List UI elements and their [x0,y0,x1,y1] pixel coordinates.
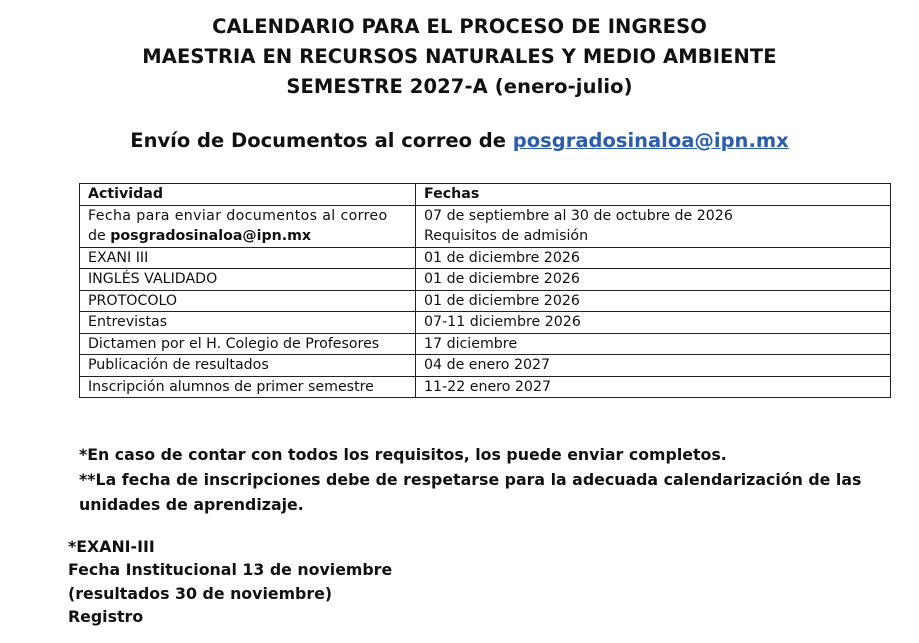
activity-cell: EXANI III [80,247,416,269]
table-row [80,269,891,291]
send-documents-line [0,127,919,155]
note-1: *En caso de contar con todos los requisitos, los puede enviar completos. [79,445,727,464]
activity-cell: INGLÉS VALIDADO [80,269,416,291]
activity-cell: Publicación de resultados [80,355,416,377]
table-row [80,355,891,377]
date-cell: 01 de diciembre 2026 [416,269,891,291]
activity-cell [80,205,416,247]
activity-cell: Inscripción alumnos de primer semestre [80,376,416,398]
table-header-row [80,184,891,206]
requirements-text: Requisitos de admisión [424,228,589,244]
date-cell: 01 de diciembre 2026 [416,247,891,269]
date-cell: 07-11 diciembre 2026 [416,312,891,334]
title-line-2: MAESTRIA EN RECURSOS NATURALES Y MEDIO AMBIENTE [142,45,777,68]
email-link[interactable]: posgradosinaloa@ipn.mx [512,129,789,152]
date-cell: 01 de diciembre 2026 [416,290,891,312]
header-activity: Actividad [80,184,416,206]
exani-info [68,535,392,628]
exani-line-1: Fecha Institucional 13 de noviembre [68,560,393,580]
notes [79,442,869,517]
header-dates: Fechas [416,184,891,206]
calendar-table [79,183,891,398]
table-row [80,333,891,355]
activity-cell: Dictamen por el H. Colegio de Profesores [80,333,416,355]
activity-email: posgradosinaloa@ipn.mx [110,228,312,244]
send-prefix: Envío de Documentos al correo de [130,129,506,152]
title-line-1: CALENDARIO PARA EL PROCESO DE INGRESO [212,15,707,38]
document-title [0,12,919,102]
date-text: 07 de septiembre al 30 de octubre de 2026 [424,207,733,224]
activity-text: Fecha para enviar documentos al correo [88,207,388,224]
date-cell: 11-22 enero 2027 [416,376,891,398]
activity-text-prefix: de [88,228,106,244]
date-cell: 04 de enero 2027 [416,355,891,377]
note-2: **La fecha de inscripciones debe de respetarse para la adecuada calendarización de las unidades de aprendizaje. [79,470,862,514]
activity-cell: Entrevistas [80,312,416,334]
table-row [80,312,891,334]
date-cell: 17 diciembre [416,333,891,355]
exani-line-3: Registro [68,606,144,626]
table-row [80,205,891,247]
exani-title: *EXANI-III [68,537,155,556]
exani-line-2: (resultados 30 de noviembre) [68,583,333,603]
title-line-3: SEMESTRE 2027-A (enero-julio) [286,75,633,98]
table-row [80,376,891,398]
activity-cell: PROTOCOLO [80,290,416,312]
date-cell [416,205,891,247]
table-row [80,290,891,312]
table-row [80,247,891,269]
